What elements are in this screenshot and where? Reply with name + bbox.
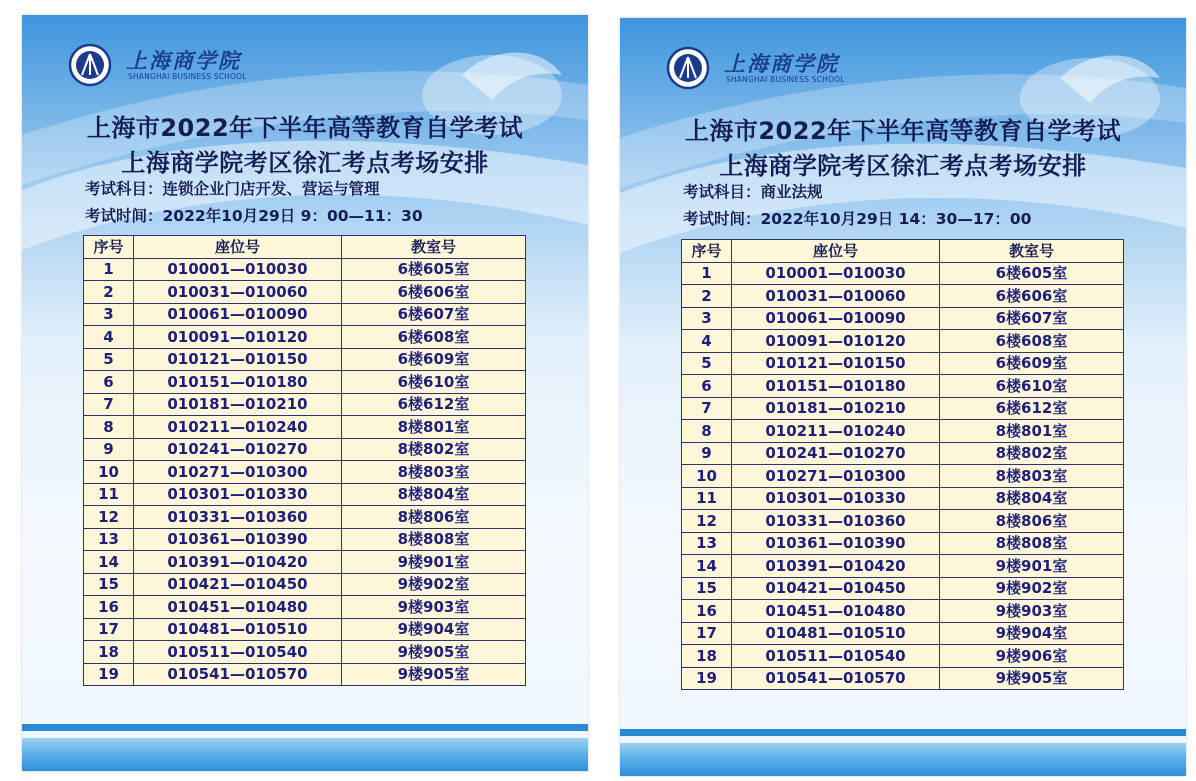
exam-poster-afternoon [620, 18, 1186, 776]
table-row [682, 285, 1124, 308]
cell-no: 11 [84, 483, 134, 506]
cell-no: 9 [84, 438, 134, 461]
cell-room: 9楼906室 [940, 645, 1124, 668]
cell-no: 12 [84, 506, 134, 529]
table-row [682, 645, 1124, 668]
cell-room: 6楼610室 [342, 371, 526, 394]
cell-seat-range: 010241—010270 [134, 438, 342, 461]
table-row [84, 281, 526, 304]
cell-no: 13 [84, 528, 134, 551]
poster-title-line2: 上海商学院考区徐汇考点考场安排 [121, 149, 489, 177]
cell-no: 5 [682, 352, 732, 375]
cell-room: 6楼607室 [940, 307, 1124, 330]
cell-seat-range: 010241—010270 [732, 442, 940, 465]
cell-seat-range: 010001—010030 [732, 262, 940, 285]
cell-room: 9楼904室 [342, 618, 526, 641]
table-row [84, 326, 526, 349]
cell-room: 6楼605室 [940, 262, 1124, 285]
table-row [84, 303, 526, 326]
cell-no: 12 [682, 510, 732, 533]
cell-seat-range: 010061—010090 [732, 307, 940, 330]
table-row [84, 483, 526, 506]
cell-seat-range: 010121—010150 [732, 352, 940, 375]
table-row [84, 663, 526, 686]
cell-no: 19 [682, 667, 732, 690]
cell-seat-range: 010511—010540 [134, 641, 342, 664]
cell-seat-range: 010421—010450 [732, 577, 940, 600]
table-row [84, 438, 526, 461]
cell-seat-range: 010331—010360 [732, 510, 940, 533]
cell-no: 7 [682, 397, 732, 420]
cell-seat-range: 010151—010180 [134, 371, 342, 394]
cell-room: 9楼903室 [342, 596, 526, 619]
cell-seat-range: 010421—010450 [134, 573, 342, 596]
school-emblem-icon [68, 43, 112, 87]
cell-seat-range: 010511—010540 [732, 645, 940, 668]
cell-seat-range: 010301—010330 [732, 487, 940, 510]
cell-no: 9 [682, 442, 732, 465]
cell-no: 8 [682, 420, 732, 443]
cell-room: 6楼606室 [940, 285, 1124, 308]
cell-room: 9楼904室 [940, 622, 1124, 645]
cell-seat-range: 010181—010210 [134, 393, 342, 416]
cell-room: 6楼610室 [940, 375, 1124, 398]
table-row [682, 600, 1124, 623]
cell-room: 6楼609室 [940, 352, 1124, 375]
table-row [84, 348, 526, 371]
cell-seat-range: 010271—010300 [732, 465, 940, 488]
cell-no: 18 [84, 641, 134, 664]
table-row [84, 416, 526, 439]
cell-no: 17 [682, 622, 732, 645]
cell-room: 9楼902室 [940, 577, 1124, 600]
cell-seat-range: 010331—010360 [134, 506, 342, 529]
cell-seat-range: 010361—010390 [732, 532, 940, 555]
header-no: 序号 [682, 240, 732, 263]
table-row [84, 506, 526, 529]
table-row [682, 532, 1124, 555]
table-row [682, 487, 1124, 510]
cell-no: 17 [84, 618, 134, 641]
cell-no: 6 [682, 375, 732, 398]
exam-schedule-table [681, 239, 1124, 690]
cell-room: 9楼903室 [940, 600, 1124, 623]
cell-seat-range: 010211—010240 [732, 420, 940, 443]
cell-no: 2 [682, 285, 732, 308]
cell-no: 6 [84, 371, 134, 394]
table-row [84, 573, 526, 596]
table-row [84, 551, 526, 574]
cell-no: 1 [682, 262, 732, 285]
cell-seat-range: 010151—010180 [732, 375, 940, 398]
cell-no: 10 [682, 465, 732, 488]
cell-seat-range: 010211—010240 [134, 416, 342, 439]
cell-seat-range: 010481—010510 [134, 618, 342, 641]
cell-no: 16 [682, 600, 732, 623]
cell-seat-range: 010121—010150 [134, 348, 342, 371]
cell-no: 15 [84, 573, 134, 596]
cell-room: 6楼605室 [342, 258, 526, 281]
cell-no: 1 [84, 258, 134, 281]
table-row [682, 262, 1124, 285]
cell-no: 19 [84, 663, 134, 686]
cell-seat-range: 010391—010420 [732, 555, 940, 578]
cell-room: 6楼608室 [342, 326, 526, 349]
exam-subject: 考试科目：商业法规 [683, 183, 823, 201]
table-row [84, 461, 526, 484]
cell-no: 3 [682, 307, 732, 330]
cell-seat-range: 010541—010570 [732, 667, 940, 690]
table-row [682, 397, 1124, 420]
cell-no: 3 [84, 303, 134, 326]
cell-seat-range: 010181—010210 [732, 397, 940, 420]
cell-seat-range: 010031—010060 [134, 281, 342, 304]
cell-room: 6楼608室 [940, 330, 1124, 353]
table-row [682, 352, 1124, 375]
cell-room: 8楼806室 [940, 510, 1124, 533]
cell-room: 9楼905室 [940, 667, 1124, 690]
exam-poster-morning [22, 15, 588, 771]
header-seat: 座位号 [134, 236, 342, 259]
table-row [84, 528, 526, 551]
footer-bars [22, 709, 588, 771]
cell-no: 14 [682, 555, 732, 578]
exam-time: 考试时间：2022年10月29日 9：00—11：30 [85, 207, 423, 225]
poster-title-line1: 上海市2022年下半年高等教育自学考试 [684, 117, 1122, 145]
exam-schedule-table [83, 235, 526, 686]
cell-room: 9楼902室 [342, 573, 526, 596]
cell-room: 6楼612室 [342, 393, 526, 416]
cell-seat-range: 010451—010480 [134, 596, 342, 619]
cell-room: 8楼802室 [342, 438, 526, 461]
cell-room: 8楼803室 [342, 461, 526, 484]
cell-room: 8楼804室 [342, 483, 526, 506]
school-name-cn: 上海商学院 [126, 48, 241, 73]
table-row [682, 465, 1124, 488]
table-row [682, 442, 1124, 465]
cell-seat-range: 010091—010120 [134, 326, 342, 349]
cell-room: 8楼801室 [342, 416, 526, 439]
cell-room: 8楼803室 [940, 465, 1124, 488]
cell-no: 7 [84, 393, 134, 416]
cell-room: 6楼606室 [342, 281, 526, 304]
cell-room: 8楼801室 [940, 420, 1124, 443]
table-row [84, 258, 526, 281]
schedule-rows [84, 258, 526, 686]
cell-seat-range: 010091—010120 [732, 330, 940, 353]
cell-no: 2 [84, 281, 134, 304]
school-emblem-icon [666, 46, 710, 90]
table-row [84, 641, 526, 664]
table-row [682, 577, 1124, 600]
table-header-row [682, 240, 1124, 263]
table-row [682, 555, 1124, 578]
schedule-rows [682, 262, 1124, 690]
cell-room: 6楼607室 [342, 303, 526, 326]
exam-time: 考试时间：2022年10月29日 14：30—17：00 [683, 210, 1032, 228]
table-row [682, 420, 1124, 443]
table-row [682, 667, 1124, 690]
table-row [682, 375, 1124, 398]
table-row [84, 618, 526, 641]
cell-no: 11 [682, 487, 732, 510]
cell-no: 13 [682, 532, 732, 555]
cell-room: 6楼612室 [940, 397, 1124, 420]
table-row [84, 596, 526, 619]
table-row [682, 330, 1124, 353]
poster-title-line1: 上海市2022年下半年高等教育自学考试 [86, 114, 524, 142]
school-name-en: SHANGHAI BUSINESS SCHOOL [128, 72, 247, 81]
cell-seat-range: 010541—010570 [134, 663, 342, 686]
school-name-cn: 上海商学院 [724, 51, 839, 76]
cell-room: 8楼802室 [940, 442, 1124, 465]
table-row [682, 510, 1124, 533]
cell-seat-range: 010481—010510 [732, 622, 940, 645]
cell-no: 16 [84, 596, 134, 619]
cell-room: 8楼808室 [342, 528, 526, 551]
poster-title-line2: 上海商学院考区徐汇考点考场安排 [719, 152, 1087, 180]
table-row [84, 393, 526, 416]
cell-room: 8楼804室 [940, 487, 1124, 510]
table-header-row [84, 236, 526, 259]
footer-bars [620, 714, 1186, 776]
school-name-en: SHANGHAI BUSINESS SCHOOL [726, 75, 845, 84]
header-seat: 座位号 [732, 240, 940, 263]
cell-no: 8 [84, 416, 134, 439]
cell-no: 18 [682, 645, 732, 668]
cell-room: 9楼901室 [342, 551, 526, 574]
cell-room: 9楼905室 [342, 663, 526, 686]
table-row [682, 307, 1124, 330]
header-room: 教室号 [940, 240, 1124, 263]
cell-no: 14 [84, 551, 134, 574]
table-row [682, 622, 1124, 645]
cell-seat-range: 010001—010030 [134, 258, 342, 281]
cell-seat-range: 010031—010060 [732, 285, 940, 308]
cell-no: 4 [682, 330, 732, 353]
table-row [84, 371, 526, 394]
cell-room: 8楼808室 [940, 532, 1124, 555]
cell-no: 4 [84, 326, 134, 349]
cell-seat-range: 010301—010330 [134, 483, 342, 506]
cell-no: 5 [84, 348, 134, 371]
cell-no: 10 [84, 461, 134, 484]
cell-seat-range: 010061—010090 [134, 303, 342, 326]
cell-room: 6楼609室 [342, 348, 526, 371]
cell-seat-range: 010361—010390 [134, 528, 342, 551]
cell-room: 9楼901室 [940, 555, 1124, 578]
cell-seat-range: 010391—010420 [134, 551, 342, 574]
cell-no: 15 [682, 577, 732, 600]
exam-subject: 考试科目：连锁企业门店开发、营运与管理 [85, 180, 380, 198]
cell-room: 8楼806室 [342, 506, 526, 529]
header-no: 序号 [84, 236, 134, 259]
cell-seat-range: 010271—010300 [134, 461, 342, 484]
header-room: 教室号 [342, 236, 526, 259]
cell-seat-range: 010451—010480 [732, 600, 940, 623]
cell-room: 9楼905室 [342, 641, 526, 664]
